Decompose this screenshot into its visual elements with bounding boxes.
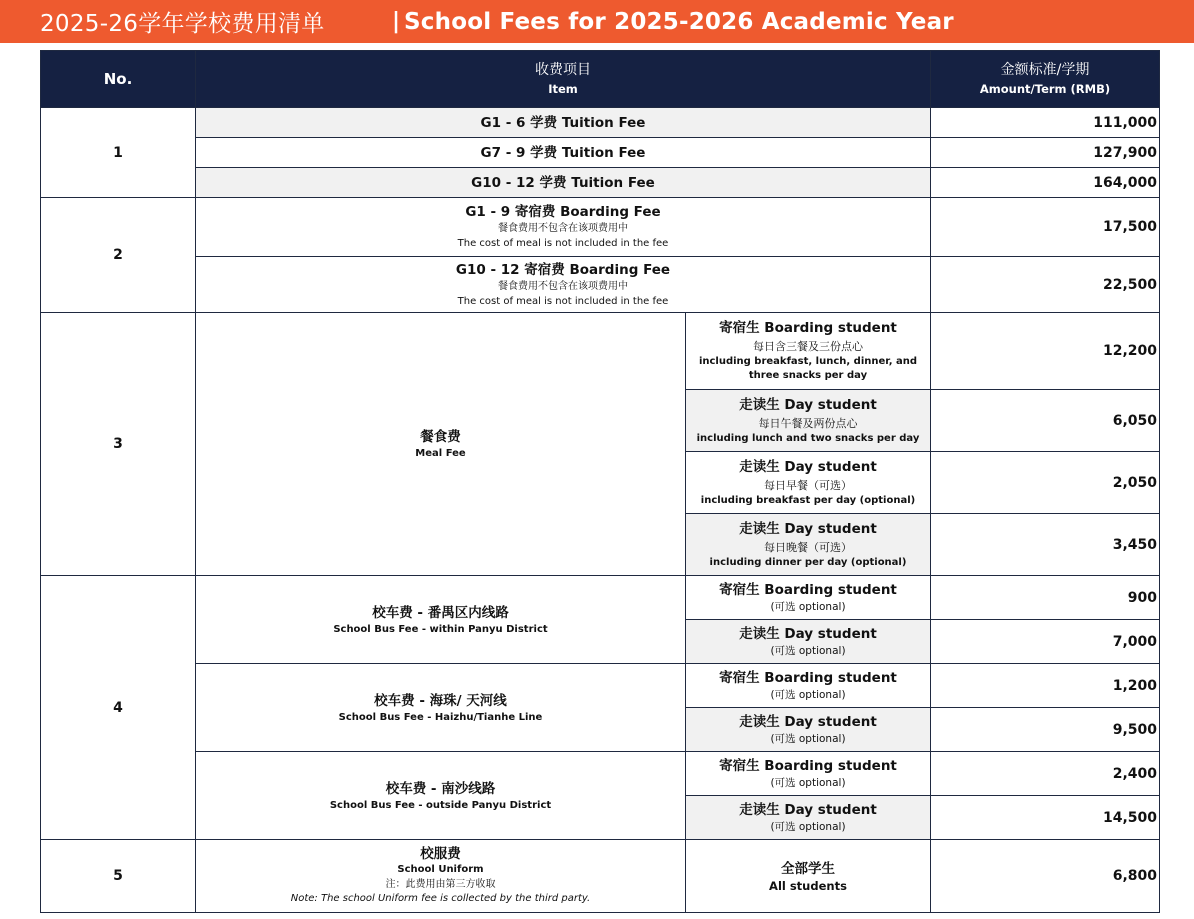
table-row — [41, 108, 1160, 138]
meal-desc-cn: 每日含三餐及三份点心 — [753, 340, 863, 353]
bus-route-label — [196, 664, 686, 752]
optional-note: (可选 optional) — [770, 644, 846, 657]
bus-route-en: School Bus Fee - within Panyu District — [333, 623, 548, 635]
fee-amount: 17,500 — [931, 198, 1160, 257]
fee-item — [196, 257, 931, 313]
uniform-who-cn: 全部学生 — [781, 860, 835, 877]
fee-amount: 22,500 — [931, 257, 1160, 313]
meal-desc-en: including dinner per day (optional) — [709, 556, 907, 568]
uniform-note-en: Note: The school Uniform fee is collected by the third party. — [290, 893, 591, 904]
fee-amount: 164,000 — [931, 168, 1160, 198]
table-header-row — [41, 51, 1160, 108]
table-row — [41, 257, 1160, 313]
fee-item-label: G10 - 12 学费 Tuition Fee — [471, 174, 655, 191]
header-item-cn: 收费项目 — [535, 62, 591, 78]
optional-note: (可选 optional) — [770, 820, 846, 833]
meal-desc-en: including breakfast, lunch, dinner, and three snacks per day — [698, 356, 918, 381]
fee-amount: 7,000 — [931, 620, 1160, 664]
optional-note: (可选 optional) — [770, 732, 846, 745]
fees-table — [40, 50, 1160, 913]
student-type: 寄宿生 Boarding student — [719, 757, 897, 774]
student-type-cell — [686, 576, 931, 620]
uniform-who-en: All students — [769, 878, 847, 893]
student-type: 走读生 Day student — [739, 458, 877, 475]
row-number: 3 — [41, 313, 196, 576]
fee-item-label: G1 - 9 寄宿费 Boarding Fee — [465, 204, 661, 220]
row-number: 4 — [41, 576, 196, 840]
bus-route-label — [196, 752, 686, 840]
student-type-cell — [686, 752, 931, 796]
fee-item-label: G10 - 12 寄宿费 Boarding Fee — [455, 261, 671, 278]
uniform-label-en: School Uniform — [397, 864, 484, 875]
fee-item — [196, 108, 931, 138]
fee-amount: 12,200 — [931, 313, 1160, 390]
table-row — [41, 576, 1160, 620]
fee-item-note-cn: 餐食费用不包含在该项费用中 — [498, 223, 628, 234]
header-item — [196, 51, 931, 108]
table-row — [41, 313, 1160, 390]
student-type-cell — [686, 664, 931, 708]
fee-item — [196, 168, 931, 198]
student-type: 走读生 Day student — [739, 801, 877, 818]
uniform-label — [196, 840, 686, 913]
fee-item — [196, 198, 931, 257]
fee-item-note-en: The cost of meal is not included in the fee — [457, 238, 669, 249]
meal-fee-label-cn: 餐食费 — [420, 429, 461, 445]
fee-amount: 9,500 — [931, 708, 1160, 752]
fee-amount: 2,400 — [931, 752, 1160, 796]
fee-item-label: G7 - 9 学费 Tuition Fee — [480, 144, 646, 161]
student-type-cell — [686, 620, 931, 664]
table-row — [41, 168, 1160, 198]
row-number: 2 — [41, 198, 196, 313]
student-type: 寄宿生 Boarding student — [719, 320, 897, 336]
fee-amount: 111,000 — [931, 108, 1160, 138]
meal-desc-en: including lunch and two snacks per day — [696, 432, 920, 444]
bus-route-label — [196, 576, 686, 664]
bus-route-cn: 校车费 - 南沙线路 — [385, 780, 496, 797]
table-row — [41, 664, 1160, 708]
table-row — [41, 752, 1160, 796]
header-amount-cn: 金额标准/学期 — [1000, 62, 1090, 78]
meal-fee-label — [196, 313, 686, 576]
optional-note: (可选 optional) — [770, 600, 846, 613]
meal-desc-cn: 每日午餐及两份点心 — [758, 416, 858, 430]
header-no: No. — [41, 51, 196, 108]
optional-note: (可选 optional) — [770, 776, 846, 789]
fee-amount: 14,500 — [931, 796, 1160, 840]
student-type-cell — [686, 796, 931, 840]
student-type: 走读生 Day student — [739, 625, 877, 642]
bus-route-cn: 校车费 - 海珠/ 天河线 — [374, 692, 507, 709]
bus-route-cn: 校车费 - 番禺区内线路 — [372, 604, 509, 621]
header-amount — [931, 51, 1160, 108]
fee-amount: 127,900 — [931, 138, 1160, 168]
table-row — [41, 198, 1160, 257]
fee-amount: 6,800 — [931, 840, 1160, 913]
bus-route-en: School Bus Fee - Haizhu/Tianhe Line — [338, 711, 543, 723]
fee-item-label: G1 - 6 学费 Tuition Fee — [480, 114, 646, 131]
meal-fee-label-en: Meal Fee — [415, 448, 466, 459]
fee-item — [196, 138, 931, 168]
student-type-cell — [686, 452, 931, 514]
uniform-who — [686, 840, 931, 913]
uniform-note-cn: 注：此费用由第三方收取 — [385, 879, 496, 890]
student-type-cell — [686, 708, 931, 752]
title-chinese: 2025-26学年学校费用清单 — [40, 11, 325, 37]
title-separator: | — [392, 9, 401, 34]
student-type: 走读生 Day student — [739, 520, 877, 537]
student-type: 寄宿生 Boarding student — [719, 581, 897, 598]
row-number: 1 — [41, 108, 196, 198]
table-row — [41, 138, 1160, 168]
meal-desc-en: including breakfast per day (optional) — [700, 494, 916, 506]
meal-desc-cn: 每日晚餐（可选） — [764, 540, 852, 554]
student-type-cell — [686, 514, 931, 576]
fee-amount: 900 — [931, 576, 1160, 620]
fee-item-note-en: The cost of meal is not included in the fee — [457, 295, 669, 307]
student-type-cell — [686, 390, 931, 452]
uniform-label-cn: 校服费 — [420, 846, 461, 862]
title-bar — [0, 0, 1194, 43]
header-item-en: Item — [548, 82, 578, 96]
optional-note: (可选 optional) — [770, 688, 846, 701]
fee-item-note-cn: 餐食费用不包含在该项费用中 — [498, 280, 628, 292]
student-type: 走读生 Day student — [739, 713, 877, 730]
bus-route-en: School Bus Fee - outside Panyu District — [329, 799, 552, 811]
fee-amount: 6,050 — [931, 390, 1160, 452]
row-number: 5 — [41, 840, 196, 913]
fee-amount: 2,050 — [931, 452, 1160, 514]
table-row — [41, 840, 1160, 913]
student-type-cell — [686, 313, 931, 390]
fee-amount: 1,200 — [931, 664, 1160, 708]
student-type: 走读生 Day student — [739, 396, 877, 413]
student-type: 寄宿生 Boarding student — [719, 669, 897, 686]
title-english: School Fees for 2025-2026 Academic Year — [404, 8, 954, 35]
meal-desc-cn: 每日早餐（可选） — [764, 478, 852, 492]
fee-amount: 3,450 — [931, 514, 1160, 576]
header-amount-en: Amount/Term (RMB) — [979, 82, 1111, 96]
